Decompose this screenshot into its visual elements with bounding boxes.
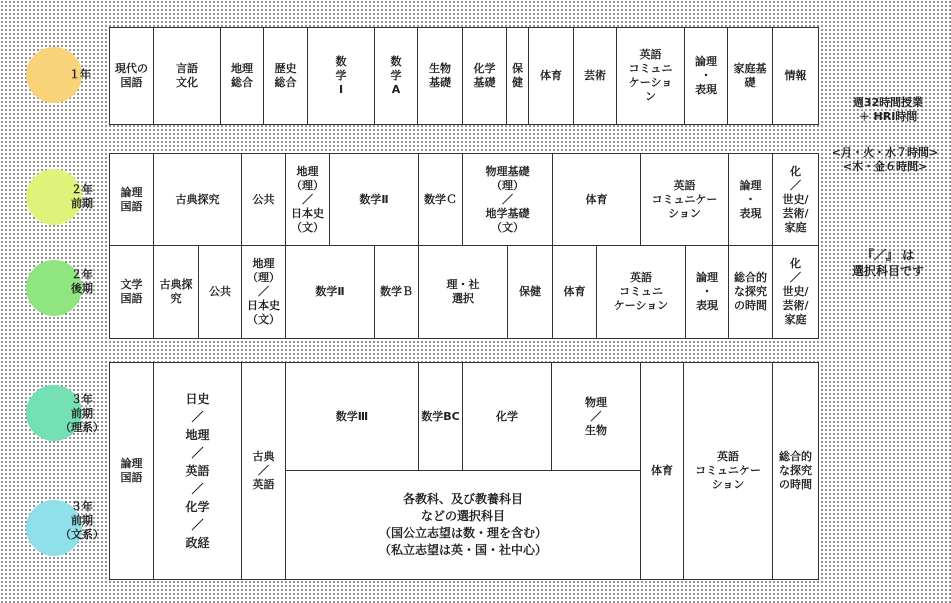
year3-humanities-label: ３年 前期 （文系） xyxy=(60,500,104,541)
subject-cell: 地理 （理） ／ 日本史 （文） xyxy=(242,246,286,338)
subject-cell: 情報 xyxy=(784,69,807,82)
subject-cell: 現代の 国語 xyxy=(110,28,154,124)
subject-cell: 物理基礎 （理） ／ 地学基礎 （文） xyxy=(463,154,553,246)
subject-cell: 英語 コミュニ ケーション xyxy=(597,246,686,338)
subject-cell: 各教科、及び教養科目 などの選択科目 （国公立志望は数・理を含む） （私立志望は英・国・社中心） xyxy=(286,471,641,579)
subject-cell: 日史 ／ 地理 ／ 英語 ／ 化学 ／ 政経 xyxy=(154,363,242,579)
subject-cell: 物理 ／ 生物 xyxy=(552,363,641,471)
subject-cell: 保健 xyxy=(508,246,553,338)
subject-cell: 化 ／ 世史/ 芸術/ 家庭 xyxy=(773,154,818,246)
subject-cell: 言語 文化 xyxy=(154,28,221,124)
subject-cell: 論理 ・ 表現 xyxy=(685,28,728,124)
subject-cell: 論理 国語 xyxy=(110,154,154,246)
subject-cell: 地理 総合 xyxy=(221,28,264,124)
subject-cell: 体育 xyxy=(529,28,574,124)
daily-hours-note: <月・火・水７時間> <木・金６時間> xyxy=(831,146,939,173)
subject-cell: 英語 コミュニケー ション xyxy=(684,363,773,579)
subject-cell: 古典 ／ 英語 xyxy=(242,363,286,579)
subject-cell: 生物 基礎 xyxy=(418,28,463,124)
year3-timetable xyxy=(109,362,819,580)
subject-cell: 古典探 究 xyxy=(154,246,199,338)
subject-cell: 化学 基礎 xyxy=(463,28,507,124)
subject-cell: 芸術 xyxy=(574,28,617,124)
subject-cell: 文学 国語 xyxy=(110,246,154,338)
subject-cell: 総合的 な探究 の時間 xyxy=(779,450,812,491)
weekly-hours-note: 週32時間授業 ＋ HRI時間 xyxy=(852,96,924,123)
subject-cell: 論理 ・ 表現 xyxy=(729,154,773,246)
year3-science-label: ３年 前期 （理系） xyxy=(60,393,104,434)
subject-cell: 数 学 Ⅰ xyxy=(308,28,375,124)
year2-timetable xyxy=(109,153,819,339)
subject-cell: 総合的 な探究 の時間 xyxy=(729,246,773,338)
year1-timetable xyxy=(109,27,819,125)
subject-cell: 歴史 総合 xyxy=(264,28,308,124)
subject-cell: 数 学 A xyxy=(375,28,418,124)
subject-cell: 家庭基 礎 xyxy=(728,28,773,124)
subject-cell: 数学BC xyxy=(419,363,463,471)
subject-cell: 数学Ｂ xyxy=(375,246,419,338)
elective-note: 『／』 は 選択科目です xyxy=(851,248,924,278)
subject-cell: 化 ／ 世史/ 芸術/ 家庭 xyxy=(782,257,809,326)
subject-cell: 体育 xyxy=(641,363,684,579)
year2-second-label: ２年 後期 xyxy=(71,268,93,295)
subject-cell: 英語 コミュニケー ション xyxy=(641,154,729,246)
subject-cell: 数学Ⅱ xyxy=(286,246,375,338)
subject-cell: 論理 国語 xyxy=(110,363,154,579)
subject-cell: 地理 （理） ／ 日本史 （文） xyxy=(286,154,330,246)
year2-first-label: ２年 前期 xyxy=(71,183,93,210)
subject-cell: 保 健 xyxy=(507,28,529,124)
subject-cell: 公共 xyxy=(242,154,286,246)
subject-cell: 理・社 選択 xyxy=(419,246,508,338)
subject-cell: 化学 xyxy=(463,363,552,471)
subject-cell: 論理 ・ 表現 xyxy=(686,246,729,338)
subject-cell: 数学Ⅱ xyxy=(330,154,419,246)
subject-cell: 数学Ⅲ xyxy=(286,363,419,471)
subject-cell: 公共 xyxy=(199,246,242,338)
subject-cell: 英語 コミュニ ケーショ ン xyxy=(617,28,685,124)
subject-cell: 数学Ｃ xyxy=(419,154,463,246)
subject-cell: 体育 xyxy=(553,154,641,246)
subject-cell: 古典探究 xyxy=(154,154,242,246)
subject-cell: 体育 xyxy=(553,246,597,338)
year1-label: １年 xyxy=(69,68,91,81)
